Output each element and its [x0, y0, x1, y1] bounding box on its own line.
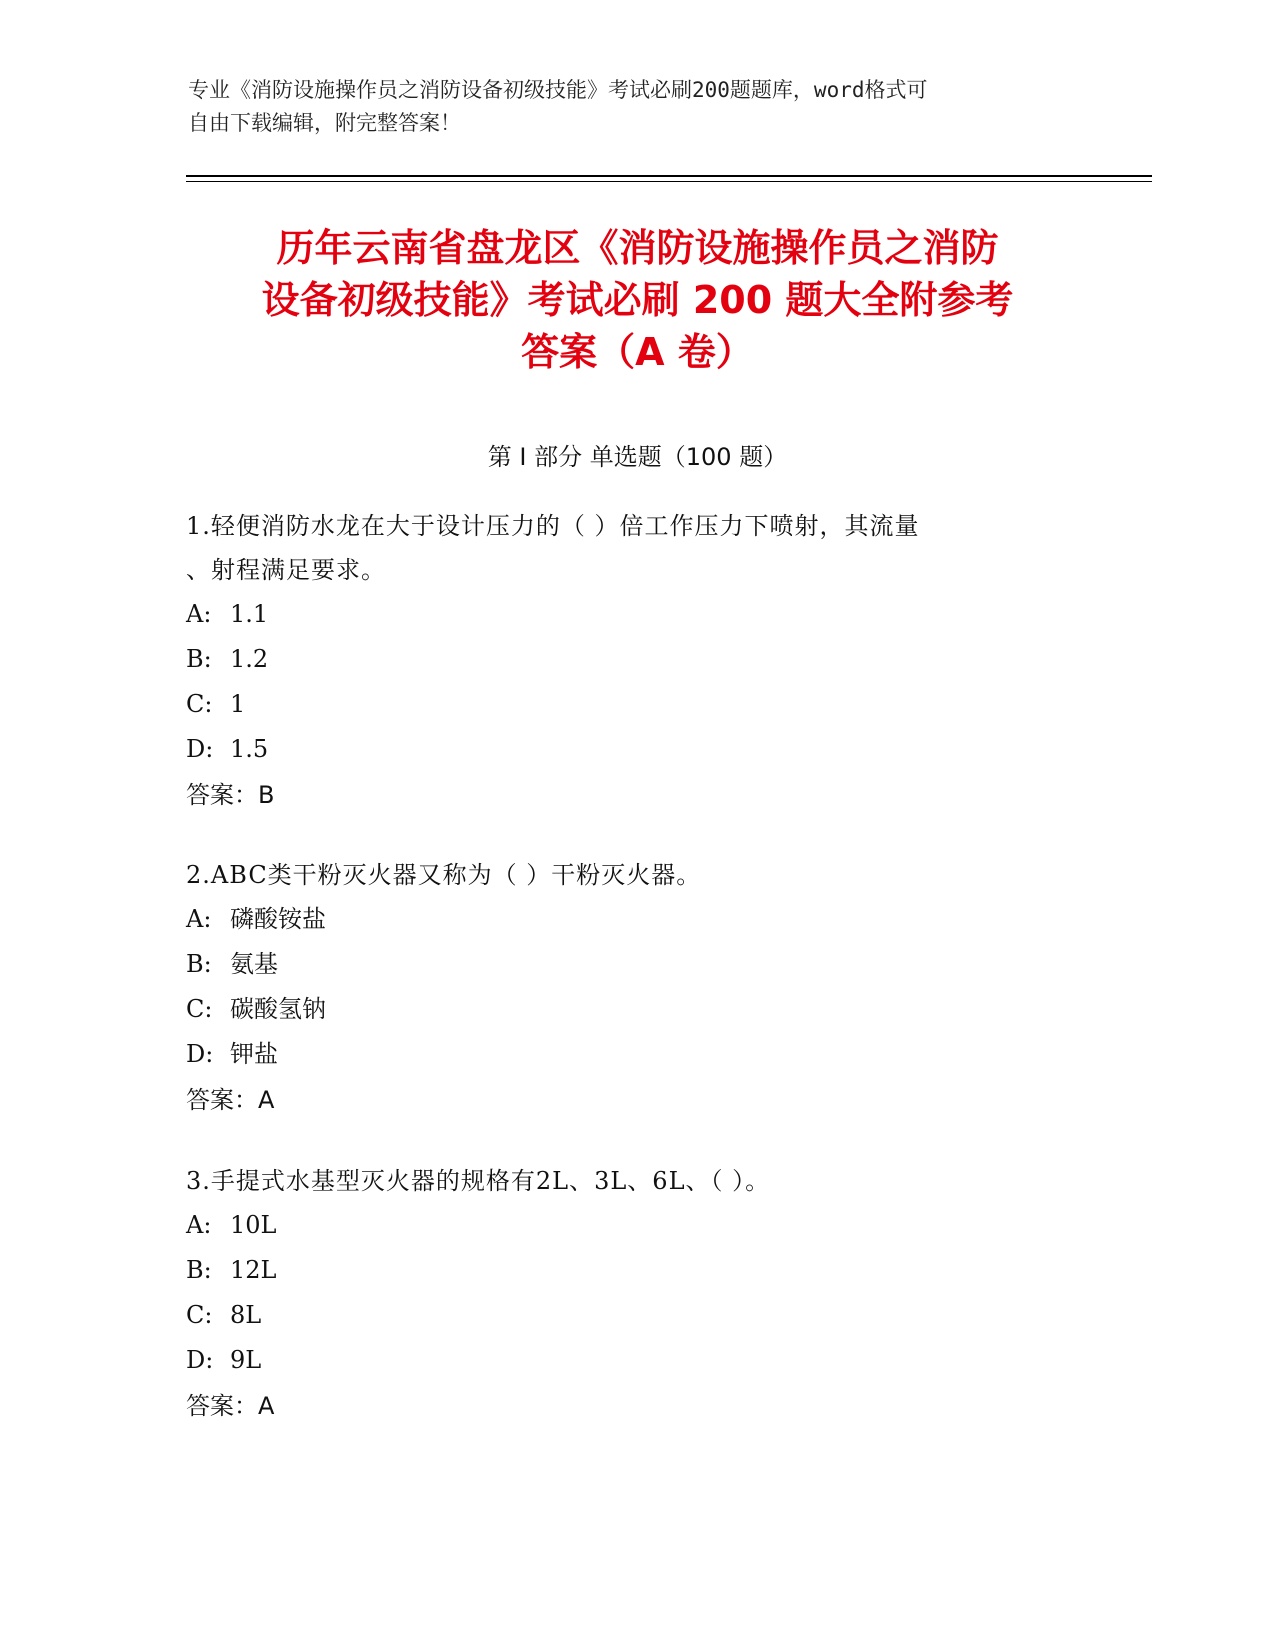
option-letter: C: — [186, 1301, 213, 1329]
option-text: 氨基 — [230, 950, 278, 978]
option-b — [186, 1248, 1086, 1293]
option-d — [186, 1032, 1086, 1077]
option-b — [186, 942, 1086, 987]
option-text: 1.2 — [230, 645, 269, 673]
option-letter: A: — [186, 905, 212, 933]
option-d — [186, 1338, 1086, 1383]
option-text: 9L — [230, 1346, 262, 1374]
header-note-line-1: 专业《消防设施操作员之消防设备初级技能》考试必刷200题题库，word格式可 — [188, 78, 928, 102]
option-letter: B: — [186, 1256, 212, 1284]
question-stem: 1.轻便消防水龙在大于设计压力的（ ）倍工作压力下喷射，其流量 — [186, 512, 920, 540]
answer-label: 答案：A — [186, 1392, 275, 1420]
option-letter: D: — [186, 735, 214, 763]
option-c — [186, 1293, 1086, 1338]
document-title — [180, 222, 1095, 378]
option-letter: A: — [186, 600, 212, 628]
option-c — [186, 682, 1086, 727]
question-1 — [186, 504, 1086, 818]
option-c — [186, 987, 1086, 1032]
answer-label: 答案：A — [186, 1086, 275, 1114]
header-note — [188, 74, 1088, 140]
option-text: 碳酸氢钠 — [230, 995, 326, 1023]
question-stem-continued: 、射程满足要求。 — [186, 556, 386, 584]
option-b — [186, 637, 1086, 682]
option-letter: A: — [186, 1211, 212, 1239]
option-text: 钾盐 — [230, 1040, 278, 1068]
option-text: 磷酸铵盐 — [230, 905, 326, 933]
option-letter: D: — [186, 1040, 214, 1068]
option-letter: D: — [186, 1346, 214, 1374]
title-line-1: 历年云南省盘龙区《消防设施操作员之消防 — [276, 226, 999, 270]
option-letter: C: — [186, 690, 213, 718]
title-line-3: 答案（A 卷） — [521, 330, 754, 374]
option-letter: B: — [186, 645, 212, 673]
question-stem: 3.手提式水基型灭火器的规格有2L、3L、6L、（ ）。 — [186, 1167, 771, 1195]
option-text: 1.5 — [230, 735, 269, 763]
option-text: 8L — [230, 1301, 262, 1329]
answer-label: 答案：B — [186, 781, 275, 809]
question-2 — [186, 853, 1086, 1123]
header-note-line-2: 自由下载编辑，附完整答案！ — [188, 111, 461, 135]
option-a — [186, 897, 1086, 942]
header-divider-thin — [186, 181, 1152, 182]
option-a — [186, 592, 1086, 637]
title-line-2: 设备初级技能》考试必刷 200 题大全附参考 — [261, 278, 1014, 322]
option-text: 12L — [230, 1256, 277, 1284]
option-text: 1.1 — [230, 600, 269, 628]
option-text: 1 — [230, 690, 246, 718]
header-divider-thick — [186, 175, 1152, 177]
option-text: 10L — [230, 1211, 277, 1239]
section-heading: 第 I 部分 单选题（100 题） — [487, 443, 788, 471]
option-letter: C: — [186, 995, 213, 1023]
option-letter: B: — [186, 950, 212, 978]
question-stem: 2.ABC类干粉灭火器又称为（ ）干粉灭火器。 — [186, 861, 702, 889]
question-3 — [186, 1159, 1086, 1429]
option-d — [186, 727, 1086, 772]
option-a — [186, 1203, 1086, 1248]
